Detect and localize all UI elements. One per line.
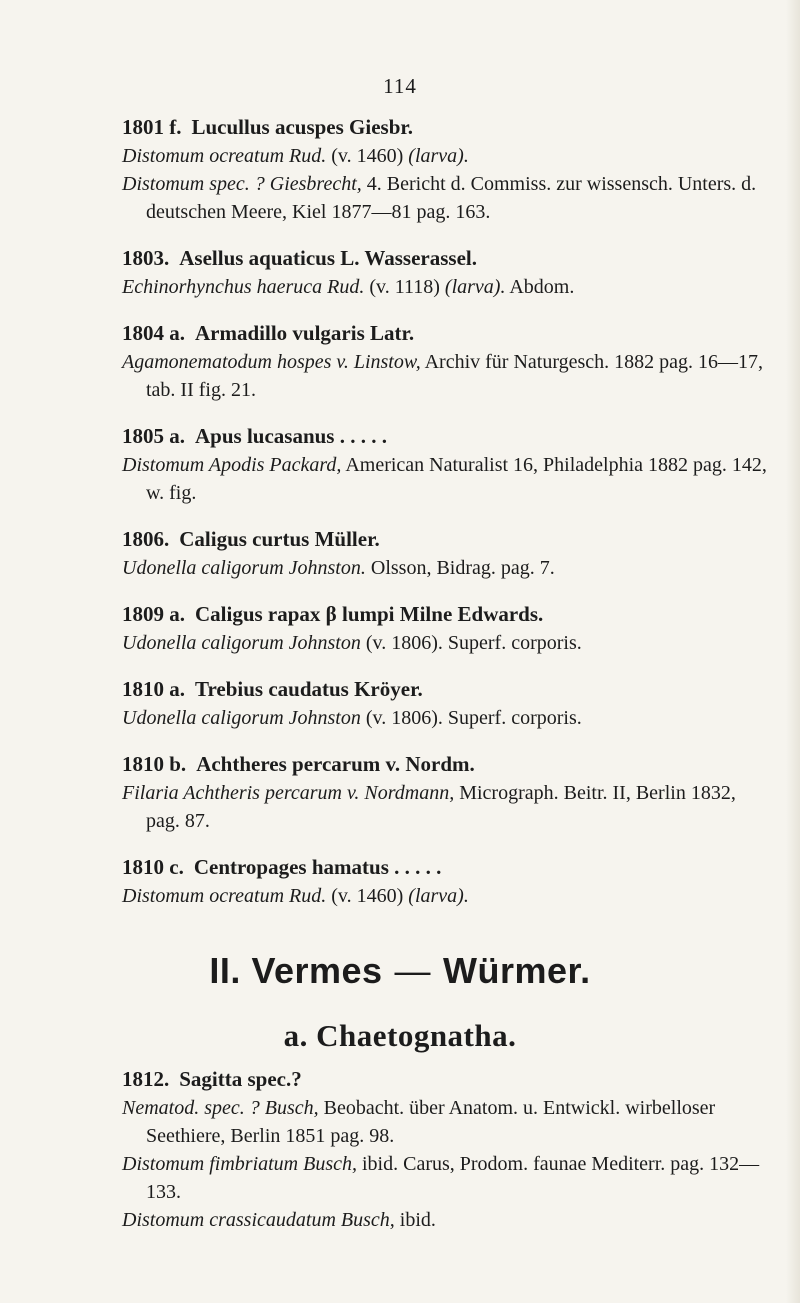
parasite-name: Udonella caligorum Johnston xyxy=(122,632,361,654)
reference-text: Archiv für Naturgesch. 1882 pag. 16—17, tab. II fig. 21. xyxy=(146,351,764,401)
host-entries-crustacea xyxy=(122,112,772,910)
reference-text: (v. 1806). Superf. corporis. xyxy=(360,632,582,654)
host-heading xyxy=(122,243,772,273)
parasite-record xyxy=(122,348,772,404)
parasite-name: Filaria Achtheris percarum v. Nordmann, xyxy=(122,782,455,804)
parasite-name: Distomum fimbriatum Busch, xyxy=(122,1153,357,1175)
parasite-record xyxy=(122,142,772,170)
section-title-de: Würmer. xyxy=(443,950,591,991)
parasite-name: Udonella caligorum Johnston xyxy=(122,707,361,729)
host-species: Achtheres percarum v. Nordm. xyxy=(196,752,475,776)
location-note: Abdom. xyxy=(505,276,575,298)
reference-text: Micrograph. Beitr. II, Berlin 1832, pag. 87. xyxy=(146,782,736,832)
stage-note: (larva). xyxy=(408,885,469,907)
host-entry xyxy=(122,318,772,404)
reference-text: ibid. Carus, Prodom. faunae Mediterr. pag. 132—133. xyxy=(146,1153,760,1203)
reference-text: (v. 1460) xyxy=(326,885,409,907)
parasite-record xyxy=(122,554,772,582)
host-species: Caligus curtus Müller. xyxy=(179,527,380,551)
page-content xyxy=(122,112,772,1251)
parasite-record xyxy=(122,779,772,835)
entry-number: 1805 a. xyxy=(122,424,185,448)
host-entry xyxy=(122,524,772,582)
host-heading xyxy=(122,318,772,348)
reference-text: (v. 1806). Superf. corporis. xyxy=(360,707,582,729)
parasite-name: Agamonematodum hospes v. Linstow, xyxy=(122,351,421,373)
host-entry xyxy=(122,421,772,507)
host-species: Armadillo vulgaris Latr. xyxy=(195,321,415,345)
parasite-record xyxy=(122,629,772,657)
parasite-name: Nematod. spec. ? Busch, xyxy=(122,1097,319,1119)
entry-number: 1803. xyxy=(122,246,170,270)
host-species: Trebius caudatus Kröyer. xyxy=(195,677,423,701)
reference-text: Olsson, Bidrag. pag. 7. xyxy=(365,557,555,579)
section-dash: — xyxy=(394,950,432,991)
parasite-name: Distomum spec. ? Giesbrecht, xyxy=(122,173,362,195)
host-entries-chaetognatha xyxy=(122,1064,772,1234)
host-entry xyxy=(122,243,772,301)
host-heading xyxy=(122,524,772,554)
host-entry xyxy=(122,749,772,835)
reference-text: (v. 1460) xyxy=(326,145,409,167)
parasite-name: Distomum crassicaudatum Busch, xyxy=(122,1209,395,1231)
reference-text: American Naturalist 16, Philadelphia 1882 pag. 142, w. fig. xyxy=(146,454,767,504)
stage-note: (larva). xyxy=(444,276,506,298)
entry-number: 1810 b. xyxy=(122,752,187,776)
page-edge-shadow xyxy=(786,0,800,1303)
host-species: Sagitta spec.? xyxy=(179,1067,302,1091)
host-species: Centropages hamatus . . . . . xyxy=(193,855,442,879)
entry-number: 1804 a. xyxy=(122,321,185,345)
parasite-record xyxy=(122,1150,772,1206)
host-entry xyxy=(122,599,772,657)
parasite-name: Distomum Apodis Packard, xyxy=(122,454,342,476)
parasite-record xyxy=(122,1206,772,1234)
parasite-record xyxy=(122,273,772,301)
parasite-name: Distomum ocreatum Rud. xyxy=(122,145,327,167)
reference-text: Beobacht. über Anatom. u. Entwickl. wirbelloser Seethiere, Berlin 1851 pag. 98. xyxy=(146,1097,716,1147)
host-heading xyxy=(122,112,772,142)
reference-text: (v. 1118) xyxy=(364,276,445,298)
section-heading xyxy=(0,950,800,992)
entry-number: 1809 a. xyxy=(122,602,185,626)
host-heading xyxy=(122,599,772,629)
host-heading xyxy=(122,674,772,704)
entry-number: 1806. xyxy=(122,527,170,551)
host-species: Asellus aquaticus L. Wasserassel. xyxy=(179,246,477,270)
host-entry xyxy=(122,674,772,732)
reference-text: 4. Bericht d. Commiss. zur wissensch. Unters. d. deutschen Meere, Kiel 1877—81 pag. 163. xyxy=(146,173,757,223)
page-number: 114 xyxy=(383,74,417,98)
parasite-record xyxy=(122,451,772,507)
parasite-record xyxy=(122,170,772,226)
entry-number: 1812. xyxy=(122,1067,170,1091)
parasite-record xyxy=(122,1094,772,1150)
host-species: Caligus rapax β lumpi Milne Edwards. xyxy=(195,602,544,626)
section-title: Vermes xyxy=(251,950,383,991)
entry-number: 1810 a. xyxy=(122,677,185,701)
entry-number: 1801 f. xyxy=(122,115,182,139)
host-heading xyxy=(122,749,772,779)
parasite-name: Udonella caligorum Johnston. xyxy=(122,557,366,579)
parasite-name: Distomum ocreatum Rud. xyxy=(122,885,327,907)
host-entry xyxy=(122,852,772,910)
host-entry xyxy=(122,112,772,226)
host-species: Apus lucasanus . . . . . xyxy=(195,424,387,448)
stage-note: (larva). xyxy=(408,145,469,167)
parasite-record xyxy=(122,882,772,910)
section-roman: II. xyxy=(209,950,241,991)
host-heading xyxy=(122,421,772,451)
parasite-name: Echinorhynchus haeruca Rud. xyxy=(122,276,365,298)
reference-text: ibid. xyxy=(394,1209,436,1231)
entry-number: 1810 c. xyxy=(122,855,184,879)
host-heading xyxy=(122,852,772,882)
parasite-record xyxy=(122,704,772,732)
host-species: Lucullus acuspes Giesbr. xyxy=(191,115,414,139)
host-entry xyxy=(122,1064,772,1234)
subsection-heading: a. Chaetognatha. xyxy=(283,1018,517,1053)
host-heading xyxy=(122,1064,772,1094)
